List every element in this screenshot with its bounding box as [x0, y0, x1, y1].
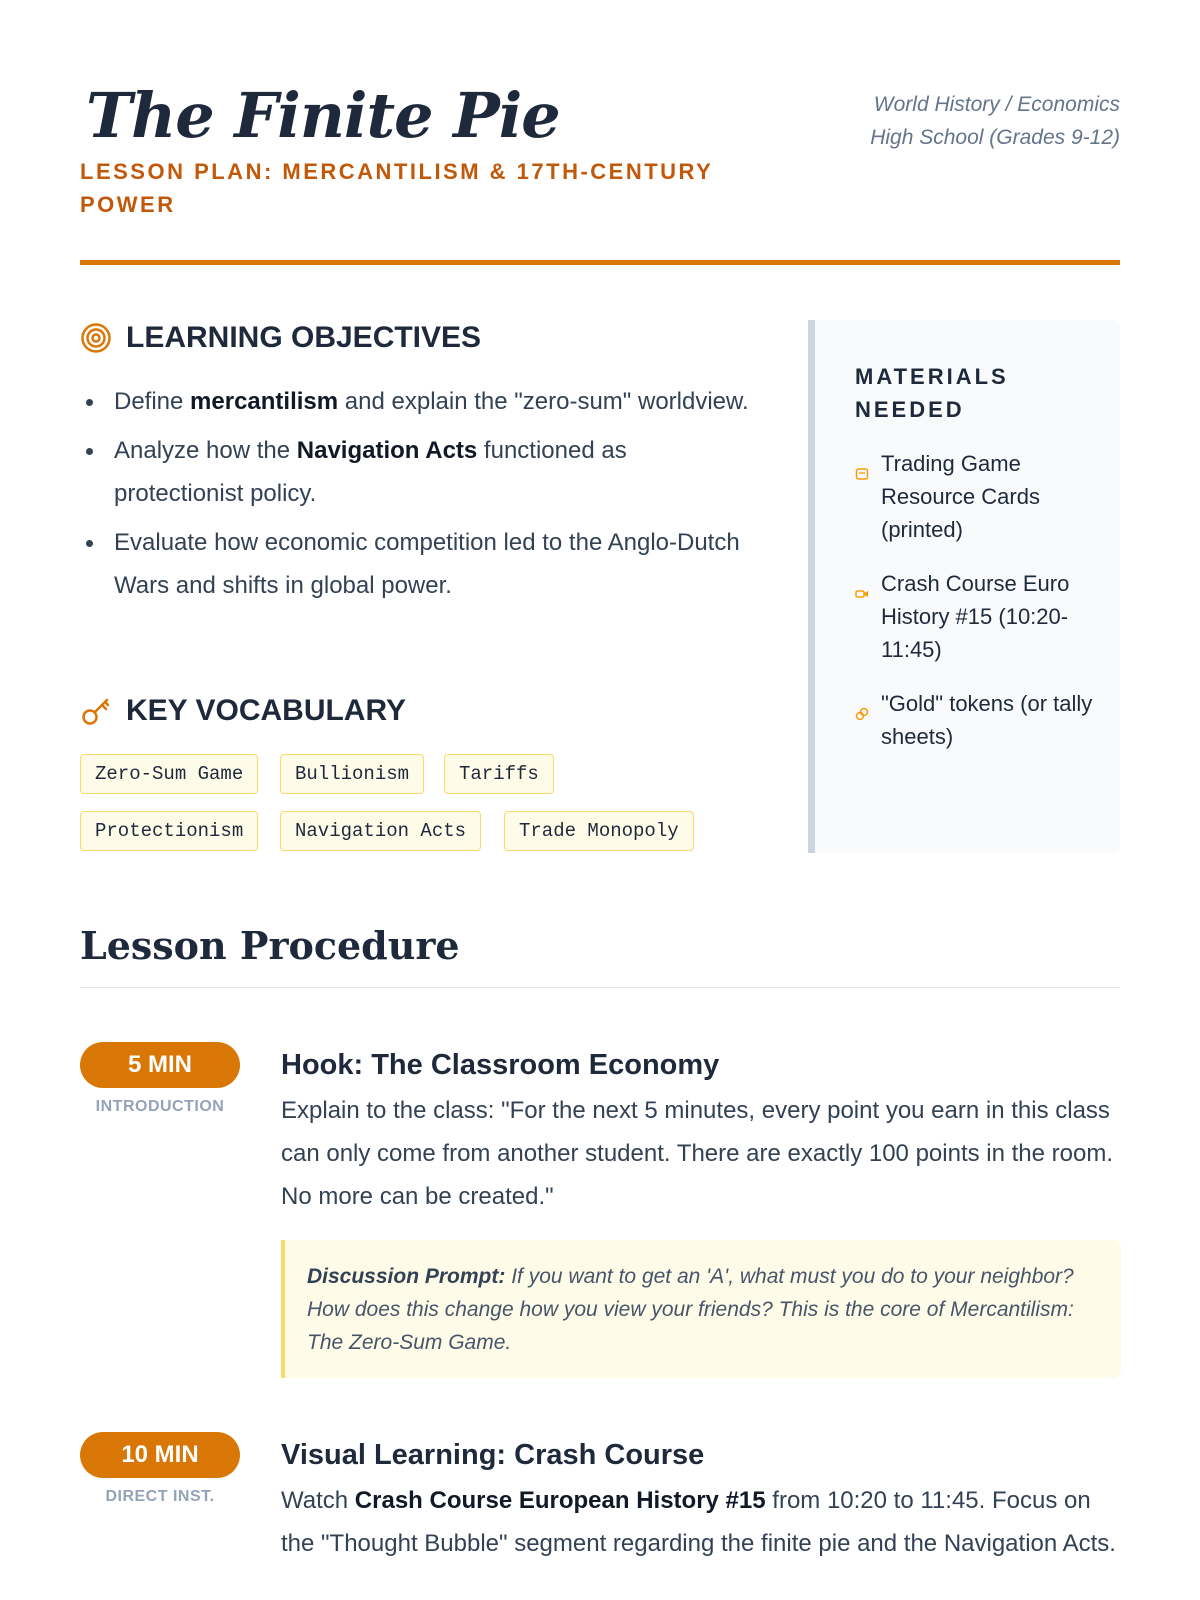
- page-subtitle: LESSON PLAN: MERCANTILISM & 17TH-CENTURY POWER: [80, 159, 713, 217]
- vocab-chip: Trade Monopoly: [504, 811, 694, 851]
- vocab-chip: Protectionism: [80, 811, 258, 851]
- duration-badge: 10 MIN: [80, 1432, 240, 1478]
- step-body-text: from 10:20 to 11:45. Focus on the "Thought Bubble" segment regarding the finite pie and the Navigation Acts.: [281, 1487, 1116, 1557]
- objective-text: Evaluate how economic competition led to the Anglo-Dutch Wars and shifts in global power.: [114, 529, 740, 599]
- vocab-chip: Bullionism: [280, 754, 424, 794]
- step-body: Explain to the class: "For the next 5 minutes, every point you earn in this class can only come from another student. There are exactly 100 points in the room. No more can be created.": [281, 1097, 1114, 1210]
- list-item: [855, 447, 1095, 546]
- phase-label: DIRECT INST.: [105, 1488, 215, 1505]
- objectives-heading: [80, 316, 481, 360]
- lesson-plan-page: [80, 0, 1120, 1600]
- course-meta: [840, 88, 1120, 154]
- material-text: Crash Course Euro History #15 (10:20-11:45): [881, 571, 1070, 662]
- target-icon: [80, 322, 112, 354]
- prompt-label: Discussion Prompt:: [307, 1265, 506, 1288]
- discussion-prompt: [281, 1240, 1121, 1378]
- procedure-heading: Lesson Procedure: [80, 923, 460, 968]
- video-icon: [855, 577, 869, 591]
- objective-term: Navigation Acts: [296, 437, 478, 464]
- card-icon: [855, 457, 869, 471]
- vocabulary-heading: [80, 689, 406, 733]
- step-title: Hook: The Classroom Economy: [281, 1049, 720, 1081]
- vocab-chip: Tariffs: [444, 754, 554, 794]
- materials-panel: [808, 320, 1120, 853]
- material-text: "Gold" tokens (or tally sheets): [881, 691, 1093, 749]
- step-title: Visual Learning: Crash Course: [281, 1439, 705, 1471]
- objective-text: Analyze how the: [114, 437, 297, 464]
- material-text: Trading Game Resource Cards (printed): [881, 451, 1040, 542]
- objective-text: Define: [114, 388, 191, 415]
- vocabulary-heading-label: KEY VOCABULARY: [126, 694, 407, 727]
- list-item: [855, 687, 1095, 753]
- objective-term: mercantilism: [190, 388, 339, 415]
- objective-text: functioned as protectionist policy.: [114, 437, 627, 507]
- list-item: [80, 380, 760, 423]
- list-item: [80, 429, 760, 515]
- vocab-chip: Zero-Sum Game: [80, 754, 258, 794]
- key-icon: [80, 695, 112, 727]
- list-item: [80, 521, 760, 607]
- materials-heading: MATERIALS NEEDED: [855, 364, 1009, 422]
- step-body: [281, 1479, 1121, 1565]
- list-item: [855, 567, 1095, 666]
- grade-level-label: High School (Grades 9-12): [870, 126, 1120, 149]
- objectives-heading-label: LEARNING OBJECTIVES: [126, 321, 482, 354]
- step-body-term: Crash Course European History #15: [354, 1487, 766, 1514]
- header: [80, 80, 1120, 265]
- procedure-divider: [80, 987, 1120, 988]
- coins-icon: [855, 697, 869, 711]
- duration-badge: 5 MIN: [80, 1042, 240, 1088]
- step-body-text: Watch: [281, 1487, 355, 1514]
- phase-label: INTRODUCTION: [95, 1098, 225, 1115]
- objective-text: and explain the "zero-sum" worldview.: [338, 388, 749, 415]
- subject-label: World History / Economics: [873, 93, 1120, 116]
- page-title: The Finite Pie: [86, 79, 560, 152]
- vocab-chip: Navigation Acts: [280, 811, 481, 851]
- header-divider: [80, 260, 1120, 265]
- prompt-text: If you want to get an 'A', what must you do to your neighbor? How does this change how you view your friends? This is the core of Mercantilism: The Zero-Sum Game.: [307, 1265, 1074, 1354]
- objectives-list: [80, 380, 760, 613]
